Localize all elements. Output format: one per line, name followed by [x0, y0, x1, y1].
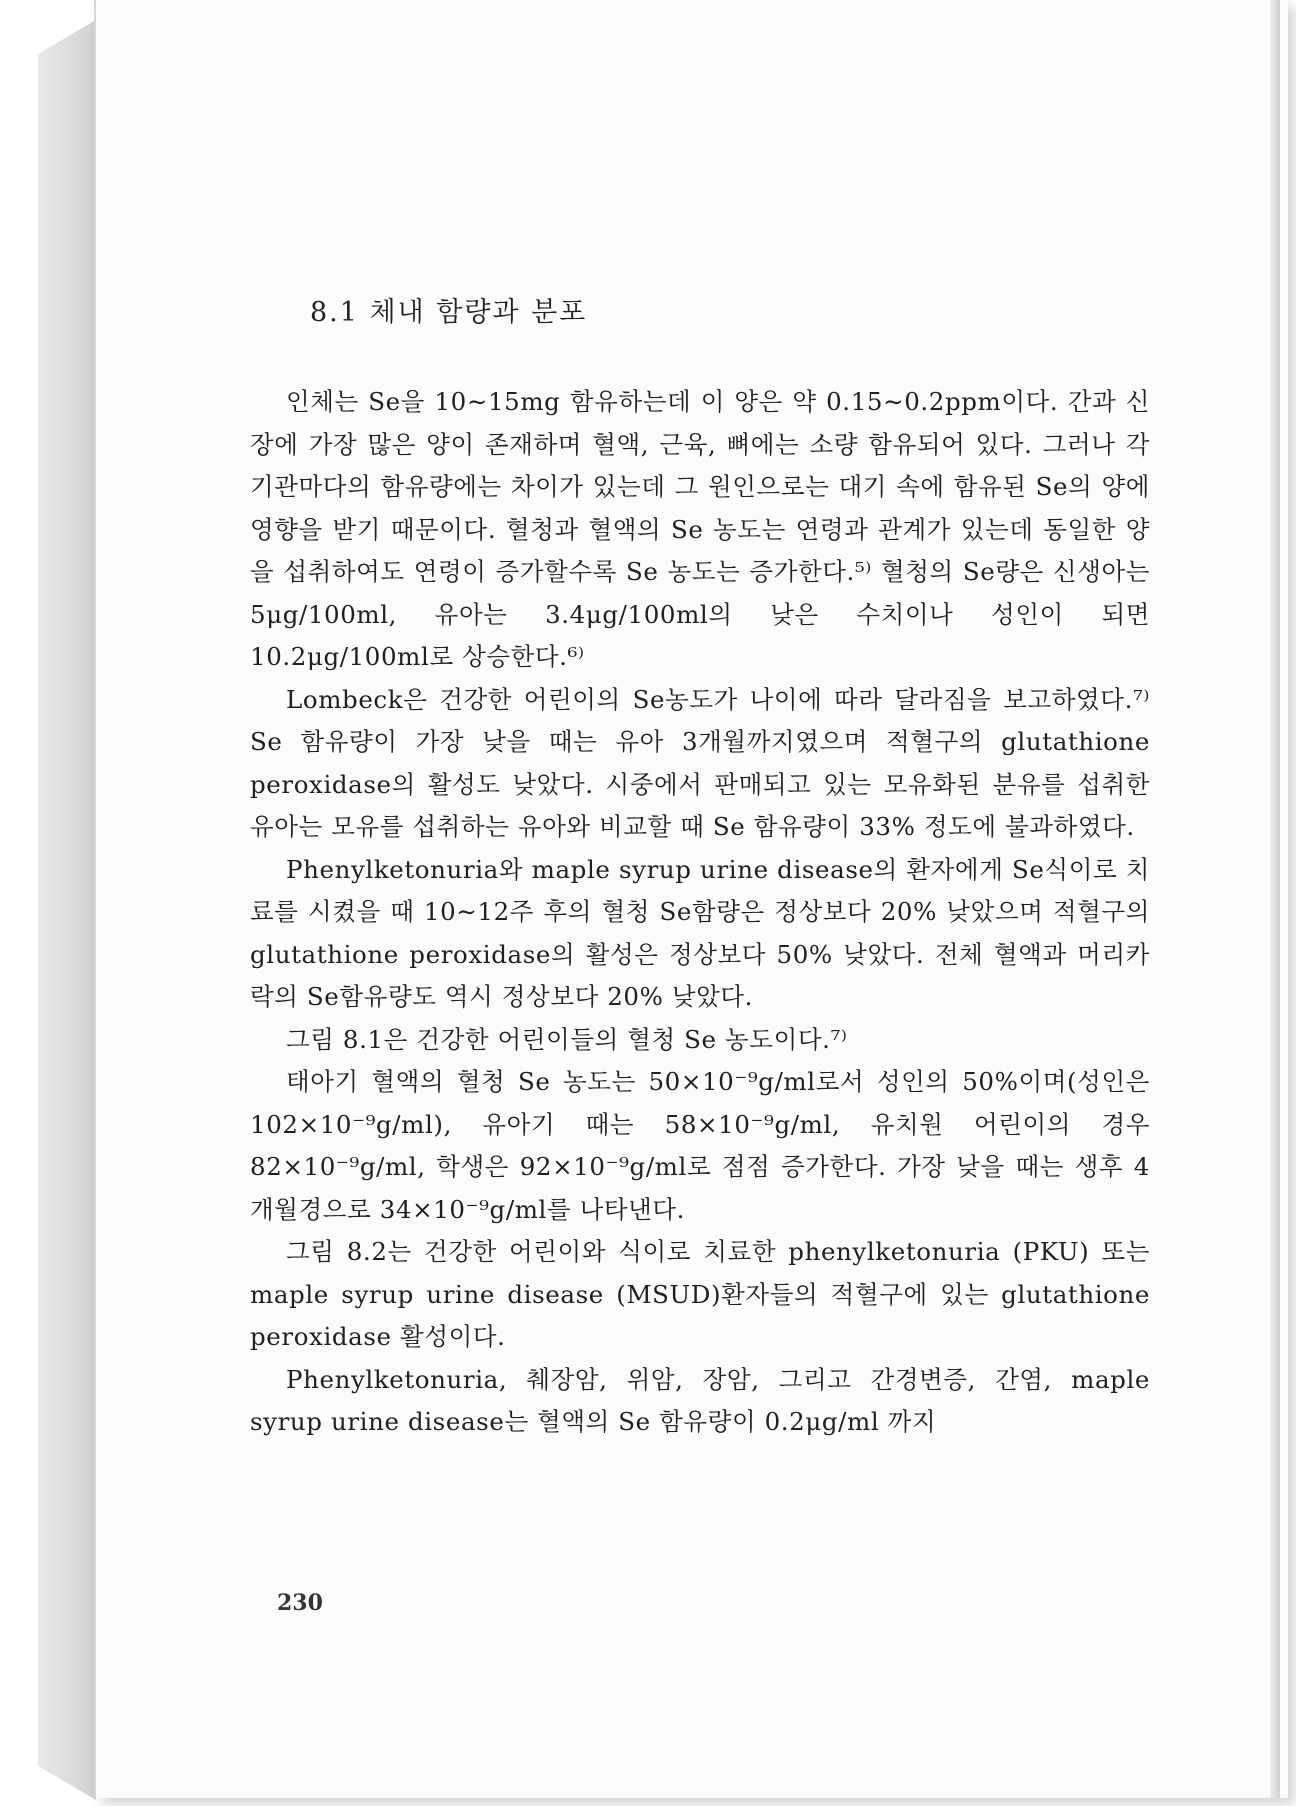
- paragraph-3: Phenylketonuria와 maple syrup urine disease의 환자에게 Se식이로 치료를 시켰을 때 10∼12주 후의 혈청 Se함량은 정상보다 20% 낮았으며 적혈구의 glutathione peroxidase의 활성은 정상보다 50% 낮았다. 전체 혈액과 머리카락의 Se함유량도 역시 정상보다 20% 낮았다.: [250, 854, 1150, 1011]
- paragraph-1: 인체는 Se을 10∼15mg 함유하는데 이 양은 약 0.15∼0.2ppm이다. 간과 신장에 가장 많은 양이 존재하며 혈액, 근육, 뼈에는 소량 함유되어 있다. 그러나 각 기관마다의 함유량에는 차이가 있는데 그 원인으로는 대기 속에 함유된 Se의 양에 영향을 받기 때문이다. 혈청과 혈액의 Se 농도는 연령과 관계가 있는데 동일한 양을 섭취하여도 연령이 증가할수록 Se 농도는 증가한다.⁵⁾ 혈청의 Se량은 신생아는 5μg/100ml, 유아는 3.4μg/100ml의 낮은 수치이나 성인이 되면 10.2μg/100ml로 상승한다.⁶⁾: [250, 387, 1150, 671]
- paragraph-2: Lombeck은 건강한 어린이의 Se농도가 나이에 따라 달라짐을 보고하였다.⁷⁾ Se 함유량이 가장 낮을 때는 유아 3개월까지였으며 적혈구의 glutathione peroxidase의 활성도 낮았다. 시중에서 판매되고 있는 모유화된 분유를 섭취한 유아는 모유를 섭취하는 유아와 비교할 때 Se 함유량이 33% 정도에 불과하였다.: [250, 684, 1150, 841]
- book-spine: [38, 20, 96, 1800]
- paragraph-4: 그림 8.1은 건강한 어린이들의 혈청 Se 농도이다.⁷⁾: [286, 1024, 848, 1054]
- paragraph-5: 태아기 혈액의 혈청 Se 농도는 50×10⁻⁹g/ml로서 성인의 50%이며(성인은 102×10⁻⁹g/ml), 유아기 때는 58×10⁻⁹g/ml, 유치원 어린이의 경우 82×10⁻⁹g/ml, 학생은 92×10⁻⁹g/ml로 점점 증가한다. 가장 낮을 때는 생후 4개월경으로 34×10⁻⁹g/ml를 나타낸다.: [250, 1067, 1150, 1224]
- paragraph-6: 그림 8.2는 건강한 어린이와 식이로 치료한 phenylketonuria (PKU) 또는 maple syrup urine disease (MSUD)환자들의 적혈구에 있는 glutathione peroxidase 활성이다.: [250, 1237, 1150, 1351]
- book-page-edge: [1270, 0, 1280, 1798]
- section-title: 8.1 체내 함량과 분포: [310, 297, 588, 328]
- paragraph-7: Phenylketonuria, 췌장암, 위암, 장암, 그리고 간경변증, 간염, maple syrup urine disease는 혈액의 Se 함유량이 0.2μg/ml 까지: [250, 1364, 1150, 1436]
- page-number: 230: [277, 1590, 323, 1616]
- page-content: [250, 290, 1150, 1444]
